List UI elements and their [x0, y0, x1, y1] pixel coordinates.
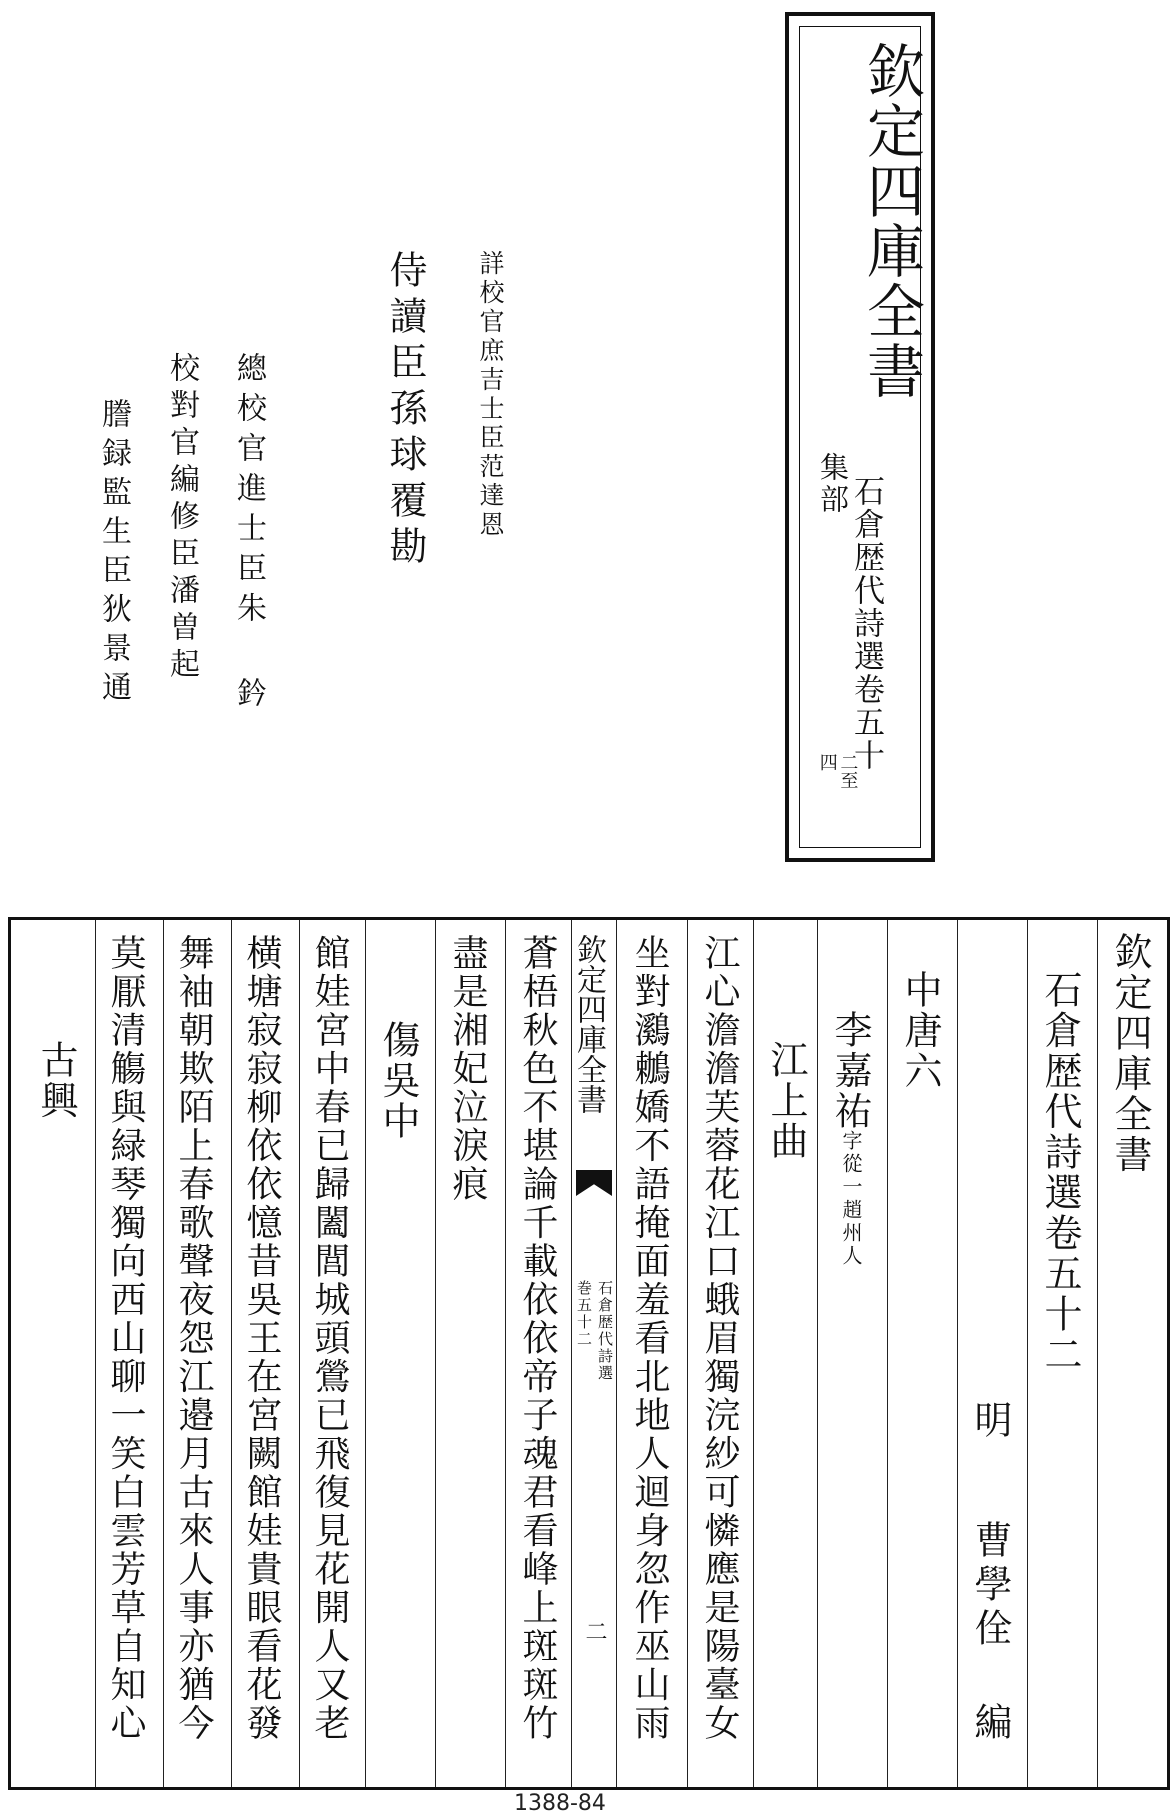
- center-strip-title: 欽定四庫全書: [571, 934, 606, 1114]
- column-rule: [299, 920, 300, 1787]
- work-volume-title: 石倉歴代詩選卷五十二: [1038, 970, 1082, 1375]
- credit-chief-proofreader: 總校官進士臣朱 鈐: [231, 352, 266, 717]
- column-rule: [957, 920, 958, 1787]
- center-strip-work: 石倉歴代詩選: [596, 1280, 614, 1382]
- column-rule: [1097, 920, 1098, 1787]
- work-title: 石倉歴代詩選卷五十: [848, 475, 884, 772]
- poem-title-guxing: 古興: [34, 1040, 78, 1121]
- poet-name: 李嘉祐: [828, 1010, 872, 1132]
- poem-text-line: 江心澹澹芙蓉花江口蛾眉獨浣紗可憐應是陽臺女: [699, 934, 740, 1743]
- center-strip-page: 二: [582, 1620, 607, 1642]
- category-label: 集部: [816, 452, 850, 516]
- title-frame: [785, 12, 935, 862]
- period-label: 中唐六: [898, 970, 942, 1092]
- poem-text-line: 蒼梧秋色不堪論千載依依帝子魂君看峰上斑斑竹: [517, 934, 558, 1743]
- poem-text-line: 盡是湘妃泣淚痕: [447, 934, 488, 1204]
- column-rule: [887, 920, 888, 1787]
- credit-copyist: 謄録監生臣狄景通: [96, 398, 131, 710]
- compiler-name: 曹學佺 編: [968, 1520, 1012, 1746]
- credit-proofreader-detail: 詳校官庶吉士臣范達恩: [476, 250, 505, 540]
- column-rule: [365, 920, 366, 1787]
- poem-text-line: 舞袖朝欺陌上春歌聲夜怨江邉月古來人事亦猶今: [173, 934, 214, 1743]
- book-page-frame: [8, 917, 1170, 1790]
- column-rule: [435, 920, 436, 1787]
- title-frame-inner-border: [799, 26, 925, 848]
- column-rule: [817, 920, 818, 1787]
- volume-range: [816, 753, 857, 789]
- column-rule: [95, 920, 96, 1787]
- column-rule: [753, 920, 754, 1787]
- column-rule: [231, 920, 232, 1787]
- dynasty-label: 明: [968, 1400, 1012, 1441]
- poem-text-line: 莫厭清觴與緑琴獨向西山聊一笑白雲芳草自知心: [105, 934, 146, 1743]
- volume-range-first: 二至: [837, 753, 859, 789]
- credit-proofreader: 校對官編修臣潘曽起: [164, 352, 199, 685]
- poem-text-line: 坐對鸂鶒嬌不語掩面羞看北地人迴身忽作巫山雨: [629, 934, 670, 1743]
- main-title: 欽定四庫全書: [857, 41, 925, 401]
- poet-note: 字從一趙州人: [839, 1130, 863, 1268]
- poem-text-line: 横塘寂寂柳依依憶昔吳王在宮闕館娃貴眼看花發: [241, 934, 282, 1743]
- page-number: 1388-84: [514, 1791, 606, 1816]
- poem-title-jiangshang-qu: 江上曲: [764, 1040, 808, 1162]
- column-rule: [163, 920, 164, 1787]
- poem-title-shang-wuzhong: 傷吳中: [376, 1020, 420, 1142]
- center-strip-volume: 巻五十二: [575, 1280, 593, 1348]
- column-rule: [1027, 920, 1028, 1787]
- poem-text-line: 館娃宮中春已歸闔閭城頭鶯已飛復見花開人又老: [309, 934, 350, 1743]
- credit-reviewer: 侍讀臣孫球覆勘: [383, 250, 427, 572]
- page-header-title: 欽定四庫全書: [1108, 932, 1152, 1175]
- column-rule: [687, 920, 688, 1787]
- volume-range-second: 四: [816, 753, 838, 771]
- column-rule: [505, 920, 506, 1787]
